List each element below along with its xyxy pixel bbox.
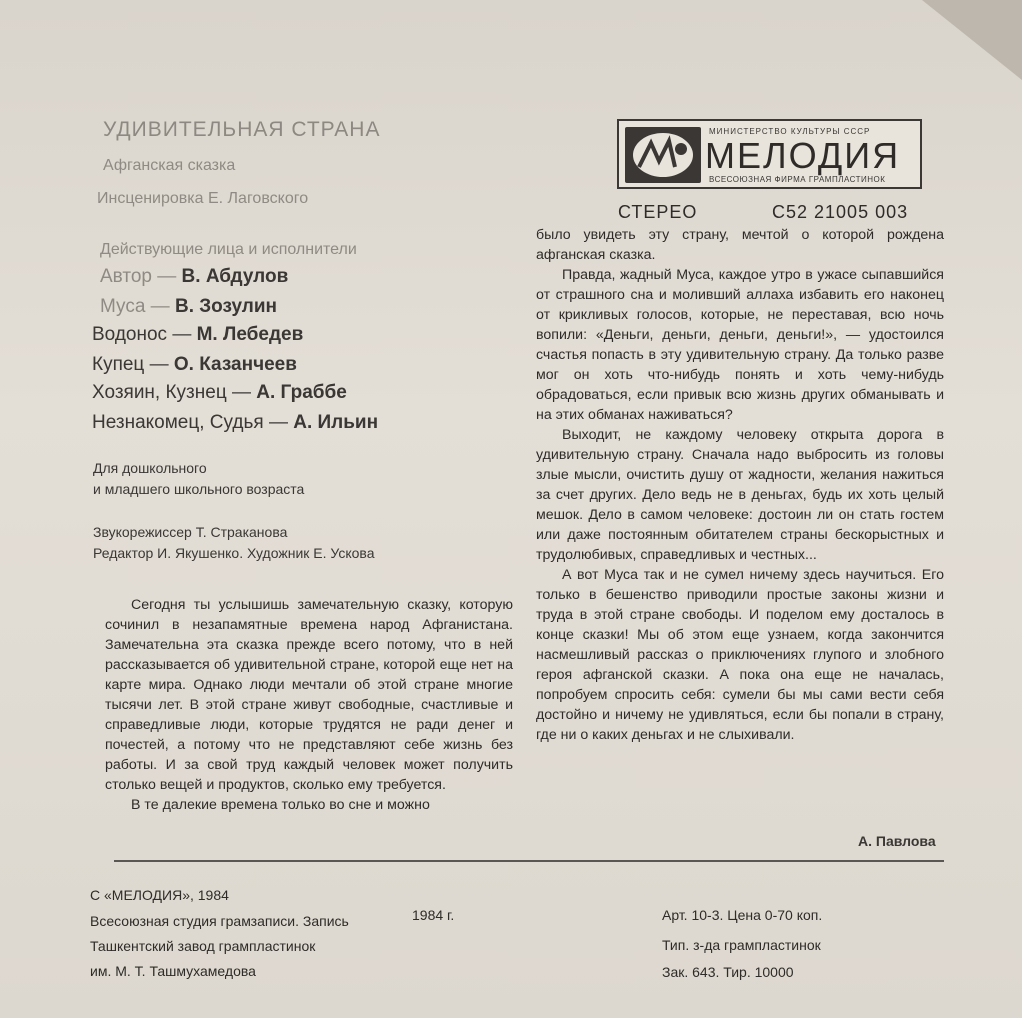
credit-line: Звукорежиссер Т. Страканова [93, 524, 288, 540]
cast-actor: В. Зозулин [174, 296, 278, 317]
cast-role: Купец — [92, 354, 169, 375]
footer-copyright: С «МЕЛОДИЯ», 1984 [90, 887, 229, 903]
paragraph: А вот Муса так и не сумел ничему здесь научиться. Его только в бешенство приводили простые законы жизни и труда в этой стране свободы. И поделом ему досталось в конце сказки! Мы об этом еще узнаем, когда закончится насмешливый рассказ о приключениях глупого и злобного героя афганской сказки. А пока она еще не началась, попробуем спросить себя: сумели бы мы сами вести себя достойно и ничему не удивляться, если бы попали в страну, где ни о каких деньгах и не слыхивали. [536, 567, 944, 743]
cast-heading: Действующие лица и исполнители [100, 241, 357, 258]
paragraph: Правда, жадный Муса, каждое утро в ужасе сыпавшийся от страшного сна и моливший аллаха избавить его наконец от крикливых голосов, которые, не переставая, всю ночь вопили: «Деньги, деньги, деньги, деньги!», — удостоился счастья попасть в эту удивительную страну. Да только разве мог он хоть что-нибудь понять и хоть чему-нибудь обрадоваться, если привык всю жизнь других обманывать и на этих обманах наживаться? [536, 267, 944, 423]
logo-company: ВСЕСОЮЗНАЯ ФИРМА ГРАМПЛАСТИНОК [709, 175, 886, 184]
footer-order: Зак. 643. Тир. 10000 [662, 964, 794, 980]
staging-credit: Инсценировка Е. Лаговского [97, 190, 309, 207]
catalog-number: С52 21005 003 [772, 202, 909, 222]
cast-role: Незнакомец, Судья — [92, 412, 288, 433]
divider [114, 860, 944, 862]
logo-brand: МЕЛОДИЯ [705, 135, 901, 176]
footer-price: Арт. 10-3. Цена 0-70 коп. [662, 907, 823, 923]
cast-actor: А. Граббе [256, 382, 347, 403]
sleeve-corner [922, 0, 1022, 80]
stereo-label: СТЕРЕО [618, 202, 698, 222]
cast-actor: В. Абдулов [181, 266, 289, 287]
footer-year: 1984 г. [412, 907, 455, 923]
cast-row [100, 296, 277, 318]
footer-plant: Ташкентский завод грамплaстинок [90, 938, 316, 954]
album-title: УДИВИТЕЛЬНАЯ СТРАНА [103, 118, 381, 141]
cast-row [92, 412, 378, 434]
footer-printer: Тип. з-да грамплaстинок [662, 937, 821, 953]
paragraph: В те далекие времена только во сне и можно [131, 797, 430, 813]
cast-role: Хозяин, Кузнец — [92, 382, 251, 403]
audience-line: и младшего школьного возраста [93, 481, 305, 497]
cast-row [92, 382, 347, 404]
cast-role: Муса — [100, 296, 170, 317]
credit-line: Редактор И. Якушенко. Художник Е. Ускова [93, 545, 375, 561]
footer-studio: Всесоюзная студия грамзаписи. Запись [90, 913, 349, 929]
cast-actor: М. Лебедев [196, 324, 304, 345]
cast-row [92, 324, 303, 346]
left-text-block [105, 595, 513, 815]
cast-role: Водонос — [92, 324, 192, 345]
logo-ministry: МИНИСТЕРСТВО КУЛЬТУРЫ СССР [709, 127, 871, 136]
right-text-block [536, 225, 944, 745]
cast-role: Автор — [100, 266, 177, 287]
cast-row [100, 266, 288, 288]
cast-actor: О. Казанчеев [173, 354, 297, 375]
footer-plant-name: им. М. Т. Ташмухамедова [90, 963, 256, 979]
album-subtitle: Афганская сказка [103, 157, 236, 174]
melodiya-logo [617, 119, 922, 189]
paragraph: Сегодня ты услышишь замечательную сказку, которую сочинил в незапамятные времена народ Афганистана. Замечательна эта сказка прежде всего потому, что в ней рассказывается об удивительной стране, которой еще нет на карте мира. Однако люди мечтали об этой стране многие тысячи лет. В этой стране живут свободные, счастливые и справедливые люди, которые трудятся не ради денег и почестей, а потому что не представляют себе жизнь без работы. И за свой труд каждый человек может получить столько вещей и продуктов, сколько ему требуется. [105, 597, 513, 793]
paragraph: было увидеть эту страну, мечтой о которой рождена афганская сказка. [536, 227, 944, 263]
cast-row [92, 354, 297, 376]
paragraph: Выходит, не каждому человеку открыта дорога в удивительную страну. Сначала надо выбросить из головы злые мысли, очистить душу от жадности, желания нажиться за счет других. Дело ведь не в деньгах, будь их хоть целый мешок. Дело в самом человеке: достоин ли он стать гостем или даже постоянным обитателем страны бескорыстных и трудолюбивых, справедливых и честных... [536, 427, 944, 563]
author-signature: А. Павлова [858, 833, 936, 849]
audience-line: Для дошкольного [93, 460, 207, 476]
melodiya-emblem-icon [625, 127, 701, 183]
cast-actor: А. Ильин [293, 412, 379, 433]
